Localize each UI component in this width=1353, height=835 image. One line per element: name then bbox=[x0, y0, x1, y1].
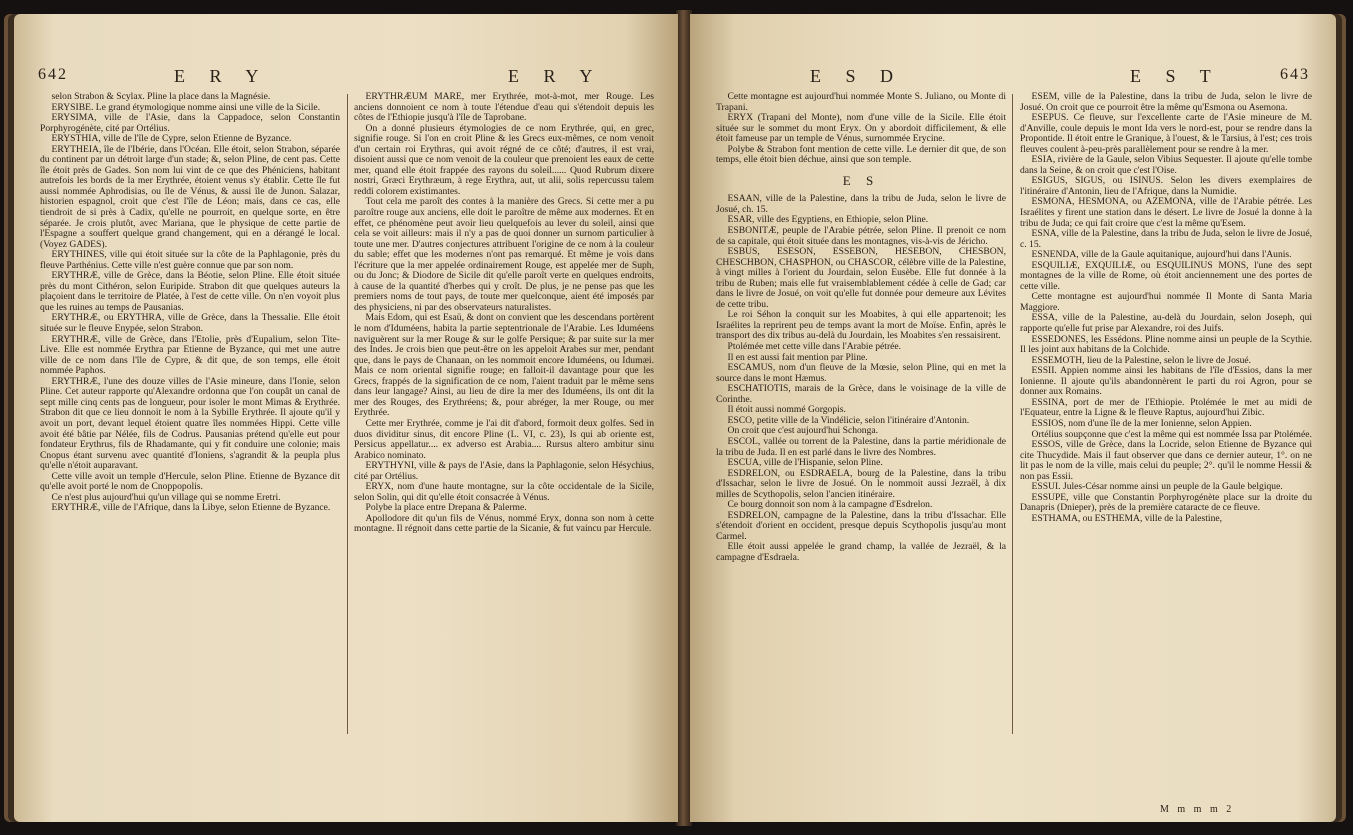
entry: ESBUS, ESESON, ESSEBON, HESEBON, CHESBON, CHESCHBON, CHASPHON, ou CHASCOR, célèbre ville de la Palestine, à vingt milles à l'orient du Jourdain, selon Eusèbe. Elle fut donnée à la tribu de Ruben; mais elle fut vraisemblablement cédée à celle de Gad; car dans le livre de Josué, on voit qu'elle fut donnée pour demeure aux Lévites de cette tribu. bbox=[716, 246, 1006, 310]
left-page-header bbox=[14, 66, 678, 92]
entry: ESEPUS. Ce fleuve, sur l'excellente carte de l'Asie mineure de M. d'Anville, coule depuis le mont Ida vers le nord-est, pour se rendre dans la Propontide. Il étoit entre le Granique, à l'ouest, & le Tarsius, à l'est; ces trois fleuves coulent à-peu-près parallèlement pour se rendre à la mer. bbox=[1020, 112, 1312, 155]
entry: Ce n'est plus aujourd'hui qu'un village qui se nomme Eretri. bbox=[51, 491, 281, 503]
entry: ESCHATIOTIS, marais de la Grèce, dans le voisinage de la ville de Corinthe. bbox=[716, 383, 1006, 405]
entry: ESSUPE, ville que Constantin Porphyrogénète place sur la droite du Danapris (Dnieper), près de la première cataracte de ce fleuve. bbox=[1020, 491, 1312, 514]
entry: Le roi Séhon la conquit sur les Moabites, à qui elle appartenoit; les Israélites la reprirent peu de temps avant la mort de Moïse. Enfin, après le transport des dix tribus au-delà du Jourdain, les Moabites s'en ressaisirent. bbox=[716, 309, 1006, 342]
right-column-1 bbox=[716, 92, 1006, 792]
entry: Polybe la place entre Drepana & Palerme. bbox=[365, 502, 527, 514]
entry: Elle étoit aussi appelée le grand champ, la vallée de Jezraël, & la campagne d'Esdraela. bbox=[716, 541, 1006, 563]
entry: ESSII. Appien nomme ainsi les habitans de l'île d'Essios, dans la mer Ionienne. Il ajoute qu'ils abandonnèrent le parti du roi Agron, pour se donner aux Romains. bbox=[1020, 365, 1312, 398]
entry: Ptolémée met cette ville dans l'Arabie pétrée. bbox=[727, 341, 902, 353]
entry: ESTHAMA, ou ESTHEMA, ville de la Palestine, bbox=[1031, 512, 1223, 524]
entry: Il étoit aussi nommé Gorgopis. bbox=[727, 404, 846, 416]
entry: Cette mer Erythrée, comme je l'ai dit d'abord, formoit deux golfes. Sed in duos dividitur sinus, dit encore Pline (L. VI, c. 23), Is qui ab oriente est, Persicus appellatur.... ex adverso est Arabia.... Rursus altero ambitur sinu Arabico nominato. bbox=[354, 417, 654, 461]
entry: ESCO, petite ville de la Vindélicie, selon l'itinéraire d'Antonin. bbox=[727, 414, 970, 426]
entry: ESDRELON, ou ESDRAELA, bourg de la Palestine, dans la tribu d'Issachar, selon le livre de Josué. On le nommoit aussi Jezraël, à dix milles de Scythopolis, selon l'ancien itinéraire. bbox=[716, 467, 1006, 500]
left-page bbox=[14, 14, 678, 822]
entry: ERYTHRÆ, ville de Grèce, dans l'Etolie, près d'Eupalium, selon Tite-Live. Elle est nommée Erythra par Etienne de Byzance, qui met une autre ville de ce nom dans l'île de Cypre, & dit que, de son temps, elle étoit nommée Paphos. bbox=[40, 333, 340, 377]
entry: ESSEMOTH, lieu de la Palestine, selon le livre de Josué. bbox=[1031, 354, 1252, 366]
entry: ESAR, ville des Egyptiens, en Ethiopie, selon Pline. bbox=[727, 214, 929, 226]
entry: ERYTHRÆUM MARE, mer Erythrée, mot-à-mot, mer Rouge. Les anciens donnoient ce nom à toute l'étendue d'eau qui s'étendoit depuis les côtes de l'Ethiopie jusqu'à l'île de Taprobane. bbox=[354, 92, 654, 124]
column-divider bbox=[1012, 94, 1013, 734]
left-page-number: 642 bbox=[38, 66, 68, 83]
entry: Tout cela me paroît des contes à la manière des Grecs. Si cette mer a pu paroître rouge aux anciens, elle doit le paroître de même aux modernes. Et en effet, ce phénomène peut avoir lieu quelquefois au lever du soleil, ainsi que cela se voit ailleurs: mais il n'y a pas de quoi donner un surnom particulier à toute une mer. D'autres conjectures attribuent l'origine de ce nom à la couleur du sable; effet que les modernes n'ont pas remarqué. Et même je vois dans l'écriture que la mer appelée ordinairement Rouge, est appelée mer de Suph, ou du Jonc; & Diodore de Sicile dit qu'elle paroît verte en quelques endroits, à cause de la quantité d'herbes qui y croît. De plus, je ne pense pas que les premiers noms de tout pays, de toute mer quelconque, aient été imposés par des physiciens, ni par des observateurs naturalistes. bbox=[354, 196, 654, 313]
entry: Cette montagne est aujourd'hui nommée Monte S. Juliano, ou Monte di Trapani. bbox=[716, 92, 1006, 113]
entry: On a donné plusieurs étymologies de ce nom Erythrée, qui, en grec, signifie rouge. Si l'on en croit Pline & les Grecs eux-mêmes, ce nom venoit d'un certain roi Erythras, qui avoit régné de ce côté; d'autres, il est vrai, disoient aussi que ce nom venoit de la couleur que prenoient les eaux de cette mer, quand elle étoit frappée des rayons du soleil...... Quod Rubrum dixere nostri, Græci Erythræum, à rege Erythra, aut, ut alii, solis repercussu talem reddi colorem existimantes. bbox=[354, 122, 654, 197]
entry: ERYTHEIA, île de l'Ibérie, dans l'Océan. Elle étoit, selon Strabon, séparée du continent par un détroit large d'un stade; &, selon Pline, de cent pas. Cette île étoit près de Gades. Son nom lui vint de ce que des Phéniciens, habitant autrefois les bords de la mer Erythrée, étoient venus s'y établir. Cette île fut aussi nommée Aphrodisias, ou île de Vénus, & aussi île de Junon. Salazar, historien espagnol, croit que c'est l'île de Léon; mais, dans ce cas, elle tiendroit de si près à Cadix, qu'elle ne pourroit, en quelque sorte, en être séparée. Je crois plutôt, avec Mariana, que le physique de cette partie de l'Espagne a souffert quelque grand changement, qui en a dérangé le local. (Voyez GADES). bbox=[40, 143, 340, 250]
left-column-2 bbox=[354, 92, 654, 792]
right-header-word-2: E S T bbox=[1130, 66, 1221, 86]
entry: Cette montagne est aujourd'hui nommée Il Monte di Santa Maria Maggiore. bbox=[1020, 291, 1312, 313]
column-divider bbox=[347, 94, 348, 734]
entry: ERYTHINES, ville qui étoit située sur la côte de la Paphlagonie, près du fleuve Parthénius. Cette ville n'est guère connue que par son nom. bbox=[40, 249, 340, 271]
section-heading: E S bbox=[842, 172, 880, 188]
entry: ESCOL, vallée ou torrent de la Palestine, dans la partie méridionale de la tribu de Juda. Il en est parlé dans le livre des Nombres. bbox=[716, 435, 1006, 458]
entry: Apollodore dit qu'un fils de Vénus, nommé Eryx, donna son nom à cette montagne. Il régnoit dans cette partie de la Sicanie, & fut vaincu par Hercule. bbox=[354, 512, 654, 535]
entry: ESBONITÆ, peuple de l'Arabie pétrée, selon Pline. Il prenoit ce nom de sa capitale, qui étoit située dans les montagnes, vis-à-vis de Jéricho. bbox=[716, 225, 1006, 247]
entry: ERYTHRÆ, l'une des douze villes de l'Asie mineure, dans l'Ionie, selon Pline. Cet auteur rapporte qu'Alexandre ordonna que l'on coupât un canal de sept mille cinq cents pas de longueur, pour isoler le mont Mimas & Erythrée. Strabon dit que ce lieu donnoit le nom à la Sybille Erythrée. Il ajoute qu'il y avoit un port, devant lequel étoient quatre îles nommées Hippi. Cette ville avoit été bâtie par Nélée, fils de Codrus. Pausanias prétend qu'elle eut pour fondateur Erythrus, fils de Rhadamante, qui y fit conduire une colonie; mais Cnopus étant survenu avec quantité d'Ioniens, s'agrandit & la peupla plus qu'elle n'étoit auparavant. bbox=[40, 375, 340, 472]
entry: Ortélius soupçonne que c'est la même qui est nommée Issa par Ptolémée. bbox=[1031, 428, 1312, 440]
entry: ESMONA, HESMONA, ou AZEMONA, ville de l'Arabie pétrée. Les Israélites y firent une station dans le désert. Le livre de Josué la donne à la tribu de Juda; ce qui fait croire que c'est la même qu'Esem. bbox=[1020, 196, 1312, 229]
right-page-number: 643 bbox=[1280, 66, 1310, 83]
entry: selon Strabon & Scylax. Pline la place dans la Magnésie. bbox=[51, 92, 271, 102]
entry: ESCAMUS, nom d'un fleuve de la Mœsie, selon Pline, qui en met la source dans le mont Hæmus. bbox=[716, 362, 1006, 384]
right-page bbox=[690, 14, 1336, 822]
entry: ESSEDONES, les Essédons. Pline nomme ainsi un peuple de la Scythie. Il les joint aux habitans de la Colchide. bbox=[1020, 333, 1312, 356]
entry: ERYTHRÆ, ville de l'Afrique, dans la Libye, selon Etienne de Byzance. bbox=[51, 502, 331, 514]
entry: ESCUA, ville de l'Hispanie, selon Pline. bbox=[727, 457, 883, 469]
right-column-2 bbox=[1020, 92, 1312, 782]
entry: Mais Edom, qui est Esaü, & dont on convient que les descendans portèrent le nom d'Iduméens, habita la partie septentrionale de l'Arabie. Les Iduméens naviguèrent sur la mer Rouge & sur le golfe Persique; & par suite sur la mer des Indes. Je crois bien que peut-être on les appeloit Arabes sur mer, pendant que, dans le pays de Chanaan, on les nommoit encore Iduméens, ou Idumæi. Mais ce nom oriental signifie rouge; en falloit-il davantage pour que les Grecs, frappés de la signification de ce nom, l'aient traduit par le même sens dans leur langage? Ainsi, au lieu de dire la mer des Iduméens, ils ont dit la mer des Rouges, des Erythréens; &, pour abréger, la mer Rouge, ou mer Erythrée. bbox=[354, 312, 654, 419]
left-header-word-2: E R Y bbox=[508, 66, 603, 86]
entry: ERYTHRÆ, ou ERYTHRA, ville de Grèce, dans la Thessalie. Elle étoit située sur le fleuve Enypée, selon Strabon. bbox=[40, 312, 340, 335]
entry: ERYX, nom d'une haute montagne, sur la côte occidentale de la Sicile, selon Solin, qui dit qu'elle étoit consacrée à Vénus. bbox=[354, 481, 654, 503]
entry: ERYX (Trapani del Monte), nom d'une ville de la Sicile. Elle étoit située sur le sommet du mont Eryx. On y abordoit difficilement, & elle étoit fameuse par un temple de Vénus, surnommée Erycine. bbox=[716, 112, 1006, 145]
entry: ESSIOS, nom d'une île de la mer Ionienne, selon Appien. bbox=[1031, 417, 1252, 429]
entry: Il en est aussi fait mention par Pline. bbox=[727, 351, 868, 363]
entry: ESIGUS, SIGUS, ou ISINUS. Selon les divers exemplaires de l'itinéraire d'Antonin, lieu de l'Afrique, dans la Numidie. bbox=[1020, 175, 1312, 197]
entry: Polybe & Strabon font mention de cette ville. Le dernier dit que, de son temps, elle étoit bien déchue, ainsi que son temple. bbox=[716, 143, 1006, 166]
right-header-word-1: E S D bbox=[810, 66, 904, 86]
entry: ERYSIBE. Le grand étymologique nomme ainsi une ville de la Sicile. bbox=[51, 101, 321, 113]
entry: ERYSIMA, ville de l'Asie, dans la Cappadoce, selon Constantin Porphyrogénète, cité par Ortélius. bbox=[40, 112, 340, 134]
entry: ESDRELON, campagne de la Palestine, dans la tribu d'Issachar. Elle s'étendoit d'orient en occident, presque depuis Scythopolis jusqu'au mont Carmel. bbox=[716, 509, 1006, 542]
entry: ESAAN, ville de la Palestine, dans la tribu de Juda, selon le livre de Josué, ch. 15. bbox=[716, 193, 1006, 215]
entry: ESSUI. Jules-César nomme ainsi un peuple de la Gaule belgique. bbox=[1031, 481, 1283, 493]
entry: ERYTHYNI, ville & pays de l'Asie, dans la Paphlagonie, selon Hésychius, cité par Ortélius. bbox=[354, 460, 654, 482]
entry: ESSINA, port de mer de l'Ethiopie. Ptolémée le met au midi de l'Equateur, entre la Ligne & le fleuve Raptus, aujourd'hui Zibic. bbox=[1020, 396, 1312, 419]
left-header-word-1: E R Y bbox=[174, 66, 269, 86]
entry: Cette ville avoit un temple d'Hercule, selon Pline. Etienne de Byzance dit qu'elle avoit porté le nom de Cnoppopolis. bbox=[40, 470, 340, 493]
entry: ERYSTHIA, ville de l'île de Cypre, selon Etienne de Byzance. bbox=[51, 133, 292, 145]
right-page-header bbox=[690, 66, 1336, 92]
entry: Ce bourg donnoit son nom à la campagne d'Esdrelon. bbox=[727, 499, 933, 511]
left-column-1 bbox=[40, 92, 340, 792]
entry: ESQUILIÆ, EXQUILIÆ, ou ESQUILINUS MONS, l'une des sept montagnes de la ville de Rome, où étoit anciennement une des portes de cette ville. bbox=[1020, 259, 1312, 292]
entry: ESNA, ville de la Palestine, dans la tribu de Juda, selon le livre de Josué, c. 15. bbox=[1020, 228, 1312, 250]
entry: ESSA, ville de la Palestine, au-delà du Jourdain, selon Joseph, qui rapporte qu'elle fut prise par Alexandre, roi des Juifs. bbox=[1020, 312, 1312, 335]
printer-signature: M m m m 2 bbox=[1160, 804, 1235, 815]
entry: ESIA, rivière de la Gaule, selon Vibius Sequester. Il ajoute qu'elle tombe dans la Seine, & on croit que c'est l'Oise. bbox=[1020, 154, 1312, 176]
entry: ESNENDA, ville de la Gaule aquitanique, aujourd'hui dans l'Aunis. bbox=[1031, 249, 1292, 261]
entry: ERYTHRÆ, ville de Grèce, dans la Béotie, selon Pline. Elle étoit située près du mont Cithéron, selon Euripide. Strabon dit que quelques auteurs la plaçoient dans le territoire de Platée, à l'est de cette ville. On n'en voyoit plus que les ruines au temps de Pausanias. bbox=[40, 270, 340, 313]
entry: On croit que c'est aujourd'hui Schonga. bbox=[727, 425, 879, 437]
entry: ESSOS, ville de Grèce, dans la Locride, selon Etienne de Byzance qui cite Thucydide. Mais il faut observer que dans ce dernier auteur, 1°. on ne lit pas le nom de la ville, mais celui du peuple; 2°. qu'il le nomme Hessii & non pas Essii. bbox=[1020, 439, 1312, 482]
entry: ESEM, ville de la Palestine, dans la tribu de Juda, selon le livre de Josué. On croit que ce pourroit être la même qu'Esmona ou Asemona. bbox=[1020, 92, 1312, 113]
